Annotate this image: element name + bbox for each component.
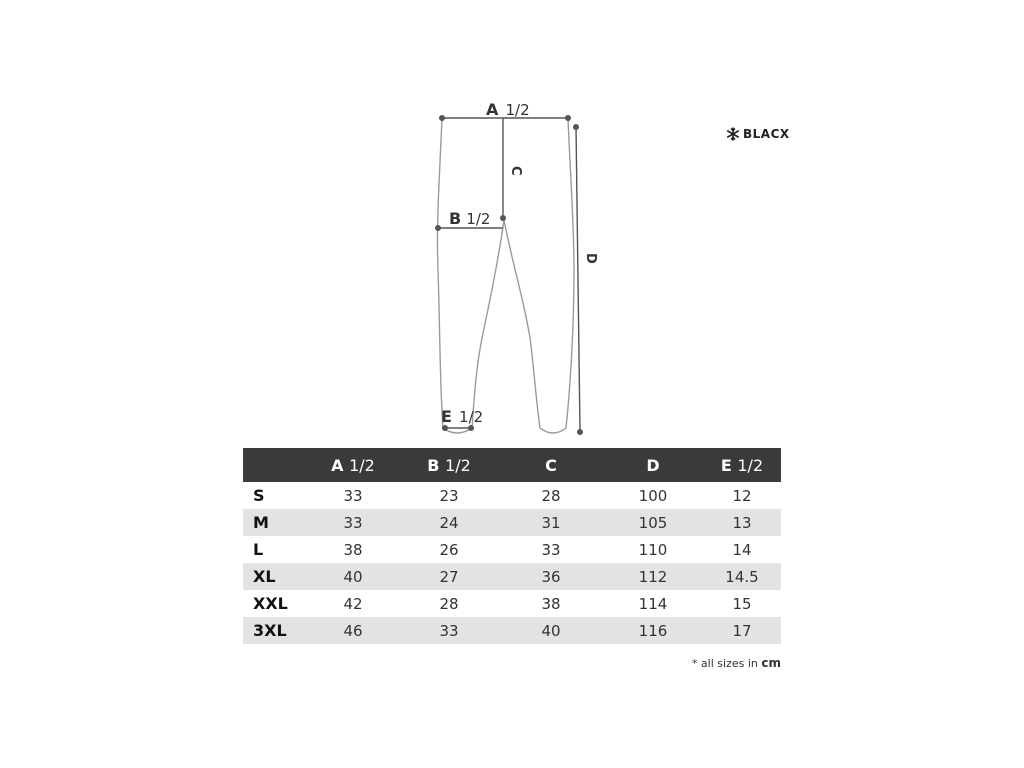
dimension-e-label: E <box>441 407 452 426</box>
size-table <box>243 448 781 644</box>
column-header <box>243 448 307 482</box>
measurement-cell: 23 <box>439 486 459 505</box>
measurement-cell: 33 <box>307 509 399 536</box>
column-header <box>703 448 781 482</box>
column-header <box>399 448 499 482</box>
dimension-b-suffix: 1/2 <box>466 210 491 228</box>
pants-outline <box>437 118 574 433</box>
column-header-letter: B <box>427 455 440 475</box>
column-header-suffix: 1/2 <box>349 455 375 475</box>
svg-text:A 1/2 <box>486 100 530 119</box>
measurement-cell: 28 <box>439 594 459 613</box>
size-label: XXL <box>253 594 288 613</box>
dimension-a <box>439 100 571 121</box>
dimension-d-label: D <box>583 253 598 264</box>
brand-name: BLACX <box>743 127 790 141</box>
size-label: L <box>253 540 264 559</box>
column-header-letter: E <box>720 455 732 475</box>
column-header-suffix: 1/2 <box>445 455 471 475</box>
column-header-letter: C <box>545 455 557 475</box>
measurement-cell: 24 <box>399 509 499 536</box>
column-header-letter: A <box>331 455 344 475</box>
column-header <box>307 448 399 482</box>
column-header-letter: D <box>646 455 660 475</box>
brand-logo <box>726 125 790 143</box>
snowflake-icon <box>726 127 740 141</box>
measurement-cell: 40 <box>307 563 399 590</box>
measurement-cell: 14.5 <box>703 563 781 590</box>
measurement-cell: 33 <box>399 617 499 644</box>
measurement-cell: 26 <box>439 540 459 559</box>
table-row <box>243 536 781 563</box>
measurement-cell: 14 <box>732 540 752 559</box>
measurement-cell: 40 <box>499 617 603 644</box>
footnote-prefix: * all sizes in <box>691 657 758 670</box>
size-label: S <box>253 486 265 505</box>
table-row <box>243 563 781 590</box>
measurement-cell: 116 <box>603 617 703 644</box>
dimension-a-suffix: 1/2 <box>505 101 530 119</box>
measurement-cell: 114 <box>638 594 668 613</box>
measurement-cell: 31 <box>499 509 603 536</box>
table-row <box>243 590 781 617</box>
dimension-c <box>500 118 523 221</box>
dimension-d <box>573 124 598 435</box>
size-label: 3XL <box>243 617 307 644</box>
measurement-cell: 36 <box>499 563 603 590</box>
svg-text:E 1/2 <box>441 407 483 426</box>
measurement-cell: 42 <box>343 594 363 613</box>
footnote-unit: cm <box>761 656 781 670</box>
table-row <box>243 617 781 644</box>
column-header <box>499 448 603 482</box>
measurement-cell: 33 <box>541 540 561 559</box>
table-row <box>243 509 781 536</box>
dimension-b-label: B <box>449 209 462 228</box>
measurement-cell: 100 <box>638 486 668 505</box>
units-footnote <box>692 656 781 670</box>
table-body <box>243 482 781 644</box>
table-row <box>243 482 781 509</box>
measurement-cell: 105 <box>603 509 703 536</box>
measurement-cell: 46 <box>307 617 399 644</box>
measurement-cell: 38 <box>541 594 561 613</box>
svg-text:B 1/2 <box>449 209 490 228</box>
measurement-cell: 112 <box>603 563 703 590</box>
measurement-cell: 110 <box>638 540 668 559</box>
measurement-cell: 33 <box>343 486 363 505</box>
dimension-a-label: A <box>486 100 499 119</box>
size-label: XL <box>243 563 307 590</box>
measurement-cell: 17 <box>703 617 781 644</box>
measurement-cell: 12 <box>732 486 752 505</box>
measurement-cell: 15 <box>732 594 752 613</box>
dimension-c-label: C <box>508 166 523 176</box>
column-header <box>603 448 703 482</box>
dimension-b <box>435 209 503 231</box>
table-header-row <box>243 448 781 482</box>
dimension-e <box>441 407 483 431</box>
measurement-cell: 27 <box>399 563 499 590</box>
measurement-cell: 28 <box>541 486 561 505</box>
measurement-cell: 38 <box>343 540 363 559</box>
dimension-e-suffix: 1/2 <box>459 408 484 426</box>
column-header-suffix: 1/2 <box>737 455 764 475</box>
measurement-cell: 13 <box>703 509 781 536</box>
size-label: M <box>243 509 307 536</box>
